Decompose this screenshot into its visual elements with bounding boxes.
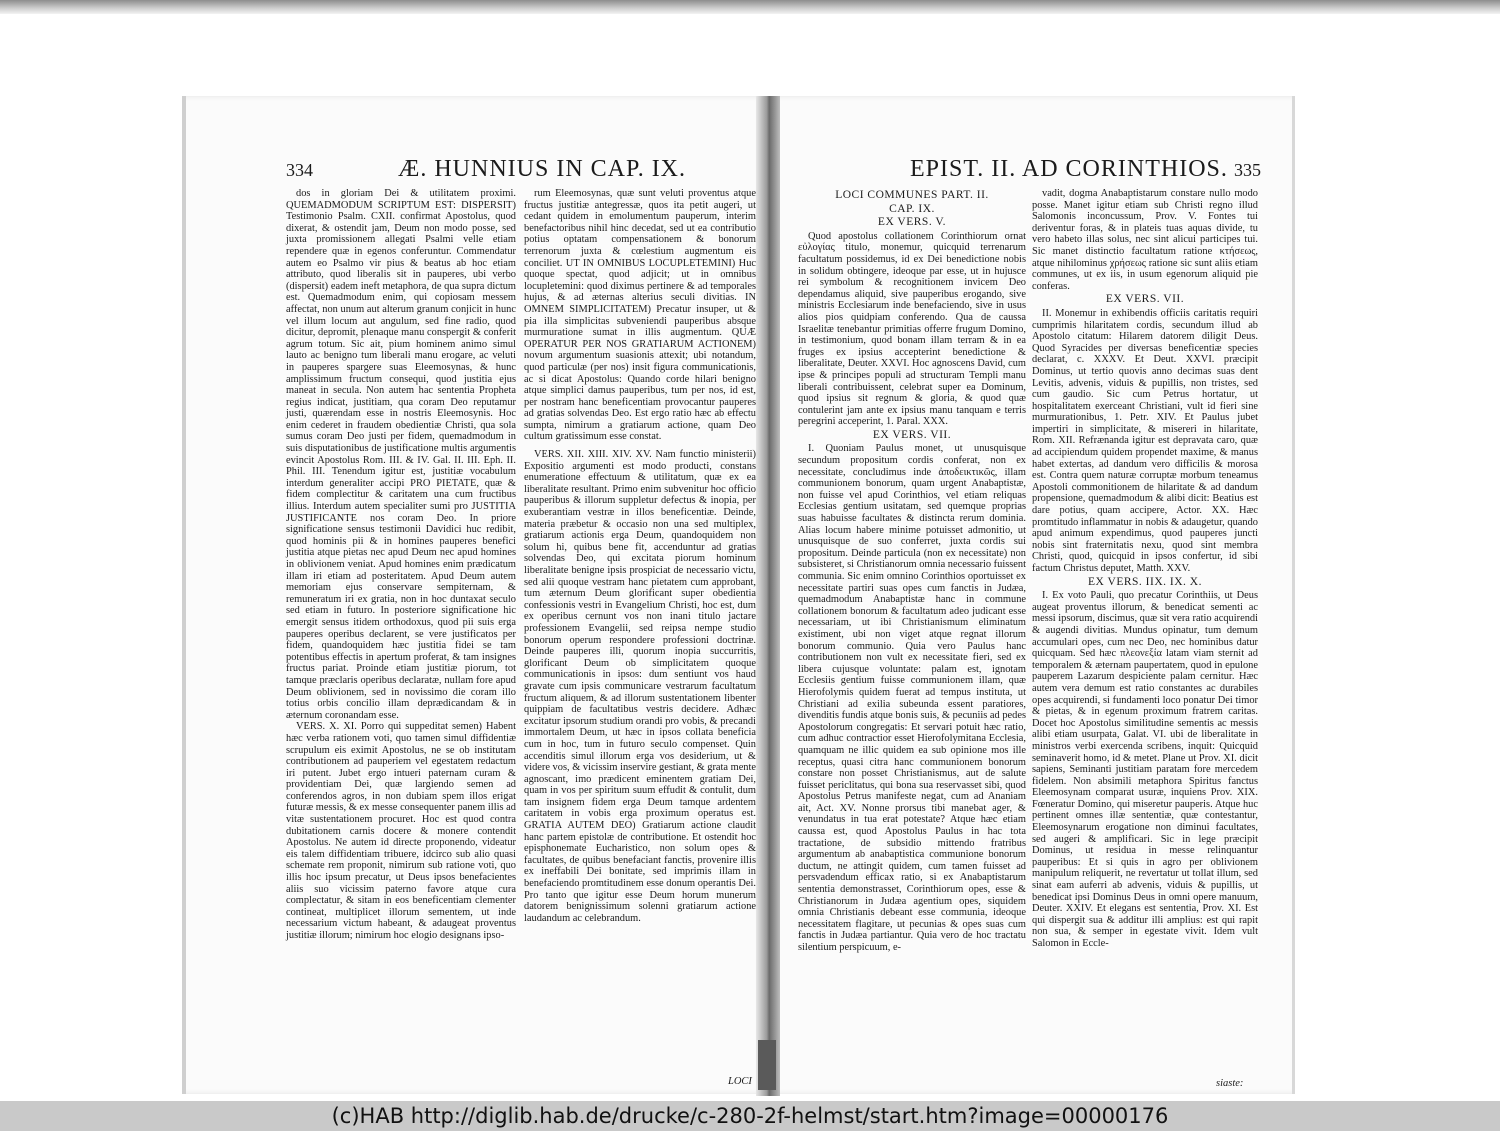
paragraph: I. Ex voto Pauli, quo precatur Corinthiis, ut Deus augeat proventus illorum, & benedicat sementi ac messi ipsorum, discimus, quæ sit vera ratio acquirendi & augendi divitias. Mundus opinatur, tum demum accumulari opes, cum nec Deo, nec hominibus datur quicquam. Sed hæc πλεονεξία latam viam sternit ad temporalem & æternam paupertatem, quod in epulone pauperem Lazarum despiciente palam cernitur. Hæc autem vera demum est ratio constantes ac durabiles opes acquirendi, si fundamenti loco ponatur Dei timor & pietas, & in egenum proximum fratrem caritas. Docet hoc Apostolus similitudine sementis ac messis alibi etiam usurpata, Galat. VI. ubi de liberalitate in ministros verbi exercenda scribens, inquit: Quicquid seminaverit homo, id & metet. Plane ut Prov. XI. dicit sapiens, Seminanti justitiam paratam fore mercedem fidelem. Non absimili metaphora Spiritus fanctus Eleemosynam comparat usuræ, inquiens Prov. XIX. Fœneratur Domino, qui miseretur pauperis. Atque huc pertinent omnes illæ sententiæ, quæ contestantur, Eleemosynarum erogatione non diminui facultates, sed augeri & amplificari. Sic in lege præcipit Dominus, ut residua in messe relinquantur pauperibus: Et si quis in agro per oblivionem manipulum reliquerit, ne revertatur ut tollat illum, sed sinat eam auferri ab advenis, viduis & pupillis, ut benedicat ipsi Dominus Deus in omni opere manuum, Deuter. XXIV. Et elegans est sententia, Prov. XI. Est qui dispergit sua & additur illi amplius: est qui rapit non sua, & semper in egestate vivit. Idem vult Salomon in Eccle- (1032, 590, 1258, 949)
section-heading: EX VERS. V. (877, 216, 947, 229)
book-gutter (756, 96, 780, 1096)
paragraph: VERS. X. XI. Porro qui suppeditat semen) Habent hæc verba rationem voti, quo tamen simul diffidentiæ scrupulum eis eximit Apostolus, ne se ob institutam contributionem ad pauperiem vel egestatem redactum iri putent. Jubet ergo intueri paternam curam & providentiam Dei, quæ largiendo semen ad conferendos agros, in non dubiam spem illos erigat futuræ messis, & ex messe consequenter panem illis ad vitæ sustentationem procuret. Hoc est quod contra dubitationem carnis docere & monere contendit Apostolus. Ne autem id directe proponendo, videatur eis talem diffidentiam tribuere, idcirco sub alio quasi schemate rem proponit, nimirum sub ratione voti, quo illis hoc ipsum precatur, ut Deus ipsos benefacientes aliis suo vicissim paterno favore atque cura complectatur, & sitam in eos beneficentiam clementer contineat, multiplicet illorum sementem, ut inde necessarium victum habeant, & adaugeat proventus justitiæ illorum; nimirum hoc elogio designans ipso- (286, 721, 516, 941)
paragraph: VERS. XII. XIII. XIV. XV. Nam functio ministerii) Expositio argumenti est modo producti, constans enumeratione effectuum & utilitatum, quæ ex ea liberalitate resultant. Primo enim subvenitur hoc officio pauperibus & illorum suppletur defectus & inopia, per exuberantiam vestræ in illos beneficentiæ. Deinde, materia præbetur & occasio non una sed multiplex, gratiarum actionis erga Deum, quandoquidem non solum hi, quibus bene fit, accenduntur ad gratias solvendas Deo, qui excitata piorum hominum liberalitate benigne ipsis prospiciat de necessario victu, sed alii quoque vestram hanc pietatem cum approbant, tum æternum Deum glorificant super obedientia confessionis vestri in Evangelium Christi, hoc est, dum ex operibus cernunt vos non inani titulo jactare professionem Evangelii, sed reipsa nempe studio bonorum operum respondere professioni doctrinæ. Deinde pauperes illi, quorum inopia succurritis, glorificant Deum ob simplicitatem quoque communicationis in ipsos: dum sentiunt vos haud gravate cum ipsis communicare vestrarum facultatum fructum aliquem, & ad illorum sustentationem libenter quippiam de facultatibus vestris decidere. Adhæc excitatur ipsorum studium orandi pro vobis, & precandi immortalem Deum, ut hæc in ipsos collata beneficia cum in hoc, tum in futuro seculo compenset. Quin accenditis simul illorum erga vos desiderium, ut & videre vos, & vicissim inservire gestiant, & grata mente agnoscant, imo prædicent eminentem gratiam Dei, quam in vos per spiritum suum effudit & contulit, dum tam insignem fidem erga Deum tamque ardentem caritatem in vobis erga proximum operatus est. GRATIA AUTEM DEO) Gratiarum actione claudit hanc partem epistolæ de contributione. Et ostendit hoc episphonemate Eucharistico, non solum opes & facultates, de quibus benefaciant fanctis, provenire illis ex ineffabili Dei bonitate, sed imprimis illam in benefaciendo promtitudinem esse donum operantis Dei. Pro tanto que igitur esse Deum horum munerum datorem benignissimum solenni gratiarum actione laudandum ac celebrandum. (524, 449, 756, 924)
catchword-right: siaste: (1216, 1078, 1244, 1089)
left-column-1 (286, 188, 516, 942)
copyright-footer: (c)HAB http://diglib.hab.de/drucke/c-280-2f-helmst/start.htm?image=00000176 (0, 1101, 1500, 1131)
section-heading: EX VERS. IIX. IX. X. (1088, 575, 1202, 588)
catchword-left: LOCI (728, 1076, 752, 1087)
paragraph: II. Monemur in exhibendis officiis caritatis requiri cumprimis hilaritatem cordis, secundum illud ab Apostolo citatum: Hilarem datorem diligit Deus. Quod Syracides per diversas beneficentiæ species declarat, c. XXXV. Et Deut. XXVI. præcipit Dominus, ut tertio quovis anno decimas suas dent Levitis, advenis, viduis & pupillis, non tristes, sed cum gaudio. Sic cum Petrus hortatur, ut hospitalitatem exerceant Christiani, vult id fieri sine murmurationibus, 1. Petr. XIV. Et Paulus jubet impertiri in simplicitate, & misereri in hilaritate, Rom. XII. Refrænanda igitur est depravata caro, quæ ad accipiendum quidem propendet maxime, & manus habet extertas, ad dandum vero difficilis & morosa est. Contra quem naturæ corruptæ morbum teneamus Apostoli commonitionem de hilaritate & ad dandum propensione, quemadmodum & alibi dicit: Beatius est dare potius, quam accipere, Actor. XX. Hæc promtitudo inflammatur in nobis & adaugetur, quando apud animum expendimus, quod pauperes juncti nobis sint fraternitatis nexu, quod sint membra Christi, quod, quicquid in ipsos confertur, id sibi factum Christus deputet, Matth. XXV. (1032, 307, 1258, 574)
page-number-right: 335 (1234, 160, 1261, 180)
section-heading: LOCI COMMUNES PART. II. (835, 189, 989, 201)
paragraph: Quod apostolus collationem Corinthiorum ornat εὐλογίας titulo, monemur, quicquid terrenarum facultatum possidemus, id ex Dei benedictione nobis in solidum obtingere, ideoque par esse, ut in hujusce rei symbolum & recognitionem invicem Deo dependamus aliquid, sive pauperibus erogando, sive ministris Ecclesiarum inde benefaciendo, sive in usus alios pios quidpiam conferendo. Qua de caussa Israelitæ tenebantur primitias offerre frugum Domino, in testimonium, quod bonam illam terram & in ea fruges ex ipsius accepterint benedictione & liberalitate, Deuter. XXVI. Hoc agnoscens David, cum ipse & principes populi ad structuram Templi manu liberali contribuissent, celebrat super ea Dominum, quod ipsius sit regnum & gloria, & quod quæ contulerint jam ante ex ipsius manu tanquam e terris peregrini acceperint, 1. Paral. XXX. (798, 230, 1026, 428)
section-heading: EX VERS. VII. (872, 428, 952, 441)
right-column-2 (1032, 188, 1258, 950)
right-column-1 (798, 188, 1026, 954)
paragraph: rum Eleemosynas, quæ sunt veluti proventus atque fructus justitiæ antegressæ, quos ita petit augeri, ut cedant quidem in emolumentum pauperum, interim benefactoribus nihil hinc decedat, sed ut ea contributio potius optatam compensationem & bonorum terrenorum juxta & cœlestium augmentum eis conciliet. UT IN OMNIBUS LOCUPLETEMINI) Huc quoque spectat, quod adjicit; ut in omnibus locupletemini: quod diximus pertinere & ad temporales hujus, & ad æternas alterius seculi divitias. IN OMNEM SIMPLICITATEM) Precatur insuper, ut & pia illa simplicitas subveniendi pauperibus absque murmuratione sumat in illis augmentum. QUÆ OPERATUR PER NOS GRATIARUM ACTIONEM) novum argumentum suasionis attexit; ubi notandum, quod particulæ (per nos) insit figura communicationis, ac si dicat Apostolus: Quando corde hilari benigno atque simplici damus pauperibus, tum per nos, id est, per nostram hanc beneficentiam provocantur pauperes ad gratias solvendas Deo. Est ergo ratio hæc ab effectu sumpta, nimirum a gratiarum actione, quam Deo cultum gratissimum esse constat. (524, 188, 756, 443)
running-head-left: Æ. HUNNIUS IN CAP. IX. (398, 156, 687, 182)
book-spread (182, 96, 1292, 1094)
paragraph: dos in gloriam Dei & utilitatem proximi. QUEMADMODUM SCRIPTUM EST: DISPERSIT) Testimonio Psalm. CXII. confirmat Apostolus, quod dixerat, & ostendit jam, Deum non modo posse, sed juxta promissionem allegati Psalmi velle etiam rependere quæ in egenos conferuntur. Commendatur autem eo Psalmo vir pius & beatus ab hoc etiam attributo, quod liberalis sit in pauperes, ubi verbo (dispersit) eadem ineft metaphora, de qua supra dictum est. Quemadmodum enim, qui copiosam messem affectat, non unum aut alterum granum conjicit in hunc vel illum locum aut angulum, sed fine radio, quod dicitur, depromit, plenaque manu conspergit & conferit agrum totum. Sic ait, pium hominem animo simul lauto ac benigno tum liberali manu erogare, ac veluti in pauperes spargere suas Eleemosynas, & hunc amplissimum fructum consequi, quod justitia ejus maneat in secula. Non autem hac sententia Propheta regius indicat, justitiam, qua coram Deo reputamur justi, quærendam esse in nostris Eleemosynis. Hoc enim cederet in fraudem obedientiæ Christi, qua sola sumus coram Deo justi per fidem, quemadmodum in suis disputationibus de justificatione multis argumentis evincit Apostolus Rom. III. & IV. Gal. II. III. Eph. II. Phil. III. Tenendum igitur est, justitiæ vocabulum interdum generaliter accipi PRO PIETATE, quæ & fidem complectitur & caritatem una cum fructibus illius. Interdum autem specialiter sumi pro JUSTITIA JUSTIFICANTE nos coram Deo. In priore significatione sensus testimonii Davidici huc redibit, quod hominis pii & in homines pauperes benefici justitia atque pietas nec apud Deum nec apud homines in oblivionem veniat. Apud homines enim prædicatum illam iri etiam ad posteritatem. Apud Deum autem memoriam ejus conservare sempiternam, & remuneratum iri ex gratia, non in hoc duntaxat seculo sed etiam in futuro. In posteriore significatione hic emergit sensus itidem orthodoxus, quod pii suis erga pauperes operibus declarent, se vere justificatos per fidem, quandoquidem hæc justitia fidei se tam potentibus effectis in apertum proferat, & tam insignes fructus pariat. Proinde etiam justitiæ piorum, tot tamque præclaris operibus declaratæ, nullam fore apud Deum oblivionem, sed in novissimo die coram illo totius orbis concilio illam deprædicandam & in æternum coronandam esse. (286, 188, 516, 721)
left-column-2 (524, 188, 756, 924)
scan-top-edge (0, 0, 1500, 14)
page-number-left: 334 (286, 160, 313, 180)
paragraph: I. Quoniam Paulus monet, ut unusquisque secundum propositum cordis conferat, non ex necessitate, concludimus inde ἀποδεικτικῶς, illam communionem bonorum, quam urgent Anabaptistæ, non fuisse vel apud Corinthios, vel etiam reliquas Ecclesias gentium usitatam, sed quemque proprias suas habuisse facultates & distincta rerum dominia. Alias locum habere minime potuisset admonitio, ut unusquisque de suo conferret, juxta cordis sui propositum. Deinde particula (non ex necessitate) non subsisteret, si Christianorum omnia necessario fuissent communia. Sic enim omnino Corinthios oportuisset ex necessitate partiri suas opes cum fanctis in Judæa, quemadmodum Anabaptistæ hanc in commune collationem bonorum & facultatum adeo judicant esse necessariam, ut ibi Christianismum eliminatum existiment, ubi non viget atque regnat illorum bonorum communio. Quia vero Paulus hanc contributionem non vult ex necessitate fieri, sed ex libera cujusque voluntate: palam est, ignotam Ecclesiis gentium fuisse communionem illam, quæ Hierofolymis quidem fuerat ad tempus instituta, ut Christiani ad exilia subeunda essent paratiores, divenditis fundis atque bonis suis, & pecuniis ad pedes Apostolorum congregatis: Et servari potuit hæc ratio, cum adhuc contractior esset Hierofolymitana Ecclesia, quamquam ne illic quidem ea sub opinione mos ille receptus, quasi citra hanc communionem bonorum constare non posset Christianismus, aut de salute fuisset periclitatus, qui bona sua reservasset sibi, quod Apostolus Petrus manifeste negat, cum ad Ananiam ait, Act. XV. Nonne prorsus tibi manebat ager, & venundatus in tua erat potestate? Atque hæc etiam caussa est, quod Apostolus Paulus in hac tota tractatione, de subsidio mittendo fratribus argumentum ab anabaptistica communione bonorum ductum, ne attingit quidem, cum tamen fuisset ad persvadendum efficax ratio, si ex Anabaptistarum sententia demonstrasset, Corinthiorum opes, esse & Christianorum in Judæa agentium opes, siquidem omnia Christianis debeant esse communia, ideoque necessitatem flagitare, ut pecunias & opes suas cum fanctis in Judæa partiantur. Quia vero de hoc tractatu silentium perspicuum, e- (798, 443, 1026, 953)
running-head-right: EPIST. II. AD CORINTHIOS. (910, 156, 1228, 182)
paragraph: vadit, dogma Anabaptistarum constare nullo modo posse. Manet igitur etiam sub Christi regno illud Salomonis inconcussum, Prov. V. Fontes tui deriventur foras, & in plateis tuas aquas divide, tu vero habeto illas solus, nec sint alicui participes tui. Sic manet distinctio facultatum ratione κτήσεως, atque nihilominus χρήσεως ratione sic sunt aliis etiam communes, ut ex iis, in usum egenorum aliquid pie conferas. (1032, 188, 1258, 292)
book-clamp (758, 1040, 776, 1090)
section-heading: EX VERS. VII. (1105, 293, 1185, 306)
section-heading: CAP. IX. (889, 202, 935, 215)
right-page (768, 96, 1295, 1094)
left-page (182, 96, 766, 1094)
